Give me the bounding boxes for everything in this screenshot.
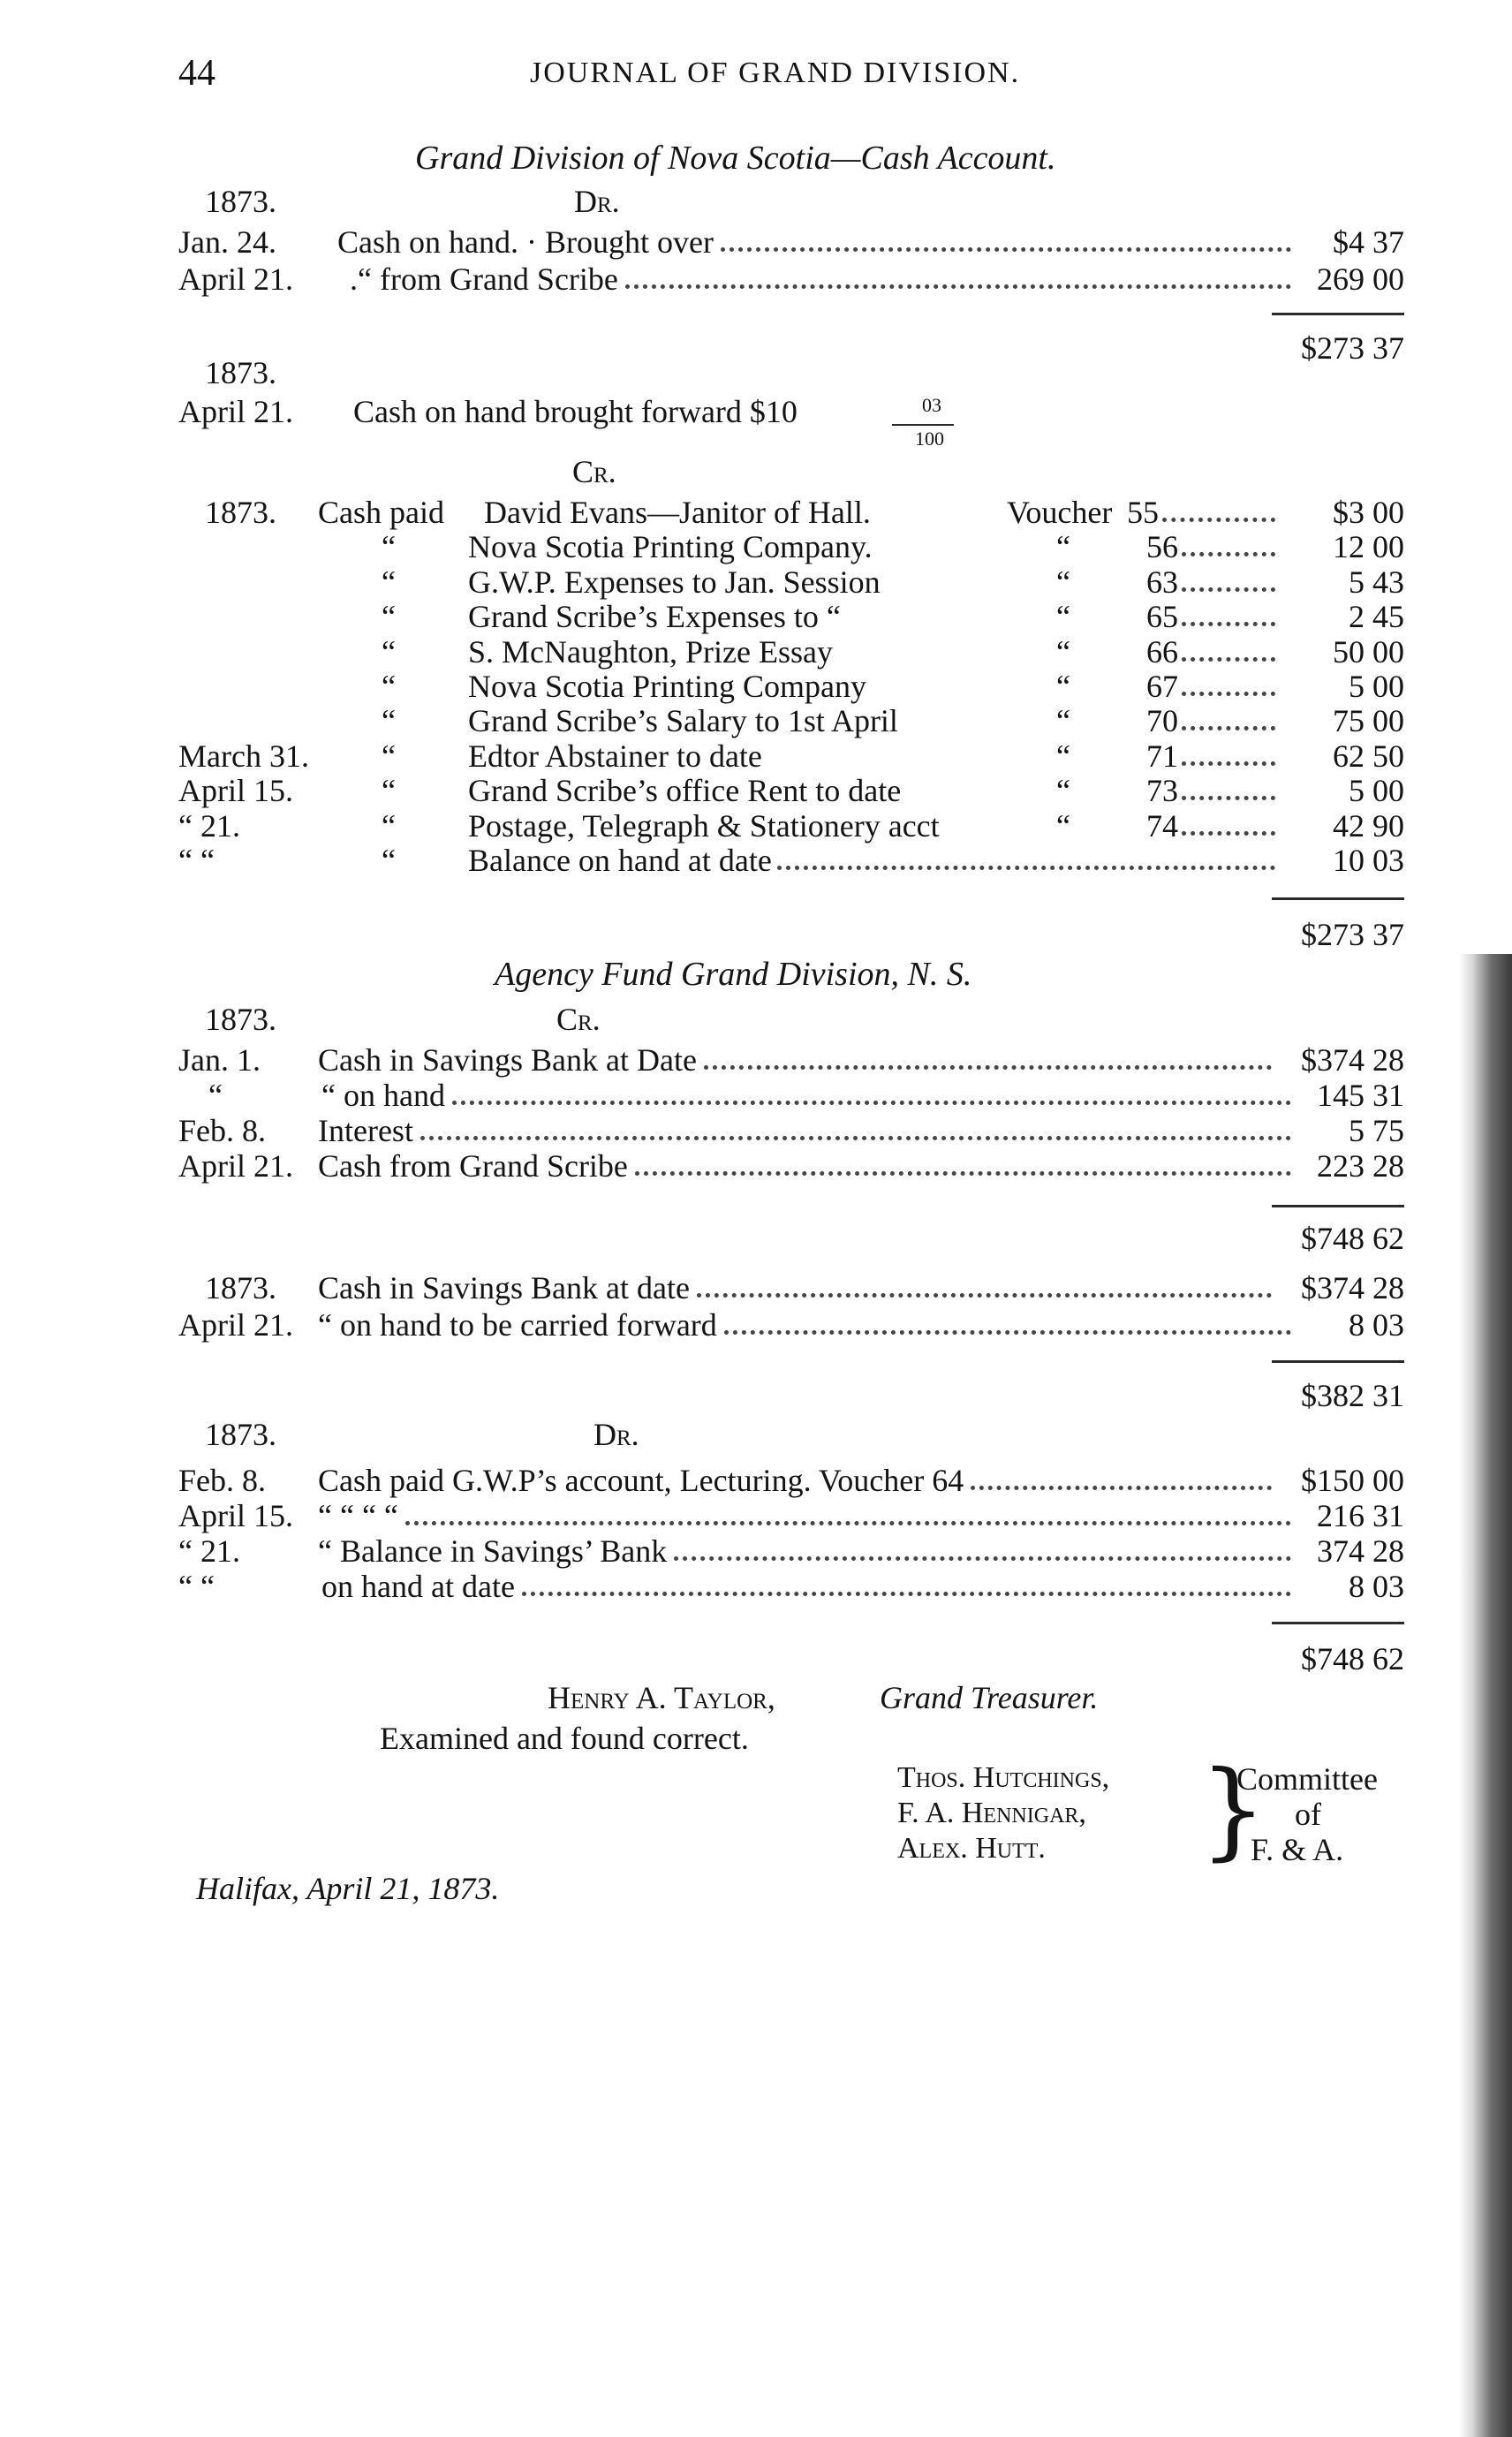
s1-cr-desc: David Evans—Janitor of Hall.: [484, 495, 871, 530]
s1-cr-voucher-no: 66: [1146, 634, 1178, 670]
s1-cr-leader: [1162, 518, 1275, 522]
s1-cr-leader: [1182, 692, 1275, 696]
page-number: 44: [178, 53, 215, 94]
s2-dr-amount: 8 03: [1349, 1569, 1404, 1604]
s1-cr-ditto-mark: “: [1056, 808, 1070, 844]
s2-dr-desc: “ Balance in Savings’ Bank: [318, 1533, 668, 1569]
s2-dr-date: “ “: [178, 1569, 215, 1604]
s2-bal-amount: 8 03: [1349, 1307, 1404, 1343]
s2-dr-leader: [405, 1521, 1291, 1525]
s1-cr-voucher-no: 67: [1146, 669, 1178, 704]
s1-dr-date: April 21.: [178, 261, 293, 297]
s1-cr-date: “ “: [178, 843, 215, 878]
section1-cr-label: Cr.: [572, 454, 616, 489]
s1-cr-voucher-no: 74: [1146, 808, 1178, 844]
committee-fa: F. & A.: [1251, 1832, 1344, 1867]
s1-cr-leader: [777, 866, 1275, 870]
s1-dr-date: Jan. 24.: [178, 224, 276, 260]
treasurer-name: Henry A. Taylor,: [548, 1680, 775, 1715]
section1-year: 1873.: [205, 184, 276, 219]
s2-dr-amount: 216 31: [1317, 1498, 1404, 1533]
running-title: JOURNAL OF GRAND DIVISION.: [530, 57, 1021, 89]
s1-cr-desc: Grand Scribe’s office Rent to date: [468, 773, 902, 808]
s1-cr-mark: “: [382, 843, 396, 878]
s1-cr-amount: 62 50: [1333, 738, 1404, 774]
section2-dr-year: 1873.: [205, 1417, 276, 1452]
s1-dr-amount: 269 00: [1317, 261, 1404, 297]
s1-cr-desc: Edtor Abstainer to date: [468, 738, 762, 774]
s1-cr-amount: 42 90: [1333, 808, 1404, 844]
s1-cr-desc: Grand Scribe’s Salary to 1st April: [468, 703, 898, 738]
s1-dr-leader: [625, 284, 1291, 289]
s1-cr-voucher-no: 65: [1146, 599, 1178, 634]
committee-member-1: Thos. Hutchings,: [897, 1761, 1110, 1794]
s2-cr-amount: 145 31: [1317, 1078, 1404, 1113]
committee-member-3: Alex. Hutt.: [897, 1832, 1046, 1865]
s1-cr-date: 1873.: [205, 495, 276, 530]
s1-cr-mark: “: [382, 529, 396, 564]
s2-cr-amount: $374 28: [1301, 1042, 1404, 1078]
s2-dr-desc: “ “ “ “: [318, 1498, 398, 1533]
s1-cr-amount: 2 45: [1349, 599, 1404, 634]
s1-cr-amount: 10 03: [1333, 843, 1404, 878]
s1-cr-ditto-mark: “: [1056, 599, 1070, 634]
s1-cr-mark: “: [382, 634, 396, 670]
forward-date: April 21.: [178, 394, 293, 429]
s2-dr-leader: [674, 1556, 1291, 1561]
s1-cr-mark: “: [382, 773, 396, 808]
section2-cr-total-rule: [1272, 1205, 1404, 1207]
s1-cr-voucher-no: 55: [1127, 495, 1159, 530]
s1-cr-amount: $3 00: [1333, 495, 1404, 530]
s1-cr-date: “ 21.: [178, 808, 240, 844]
s1-cr-mark: “: [382, 808, 396, 844]
s2-dr-date: April 15.: [178, 1498, 293, 1533]
s1-cr-leader: [1182, 726, 1275, 730]
s2-cr-date: Feb. 8.: [178, 1113, 266, 1148]
s2-dr-date: Feb. 8.: [178, 1463, 266, 1498]
s1-cr-desc: Grand Scribe’s Expenses to “: [468, 599, 841, 634]
section1-cr-total-rule: [1272, 897, 1404, 900]
s1-cr-leader: [1182, 831, 1275, 836]
s2-cr-leader: [420, 1136, 1291, 1140]
s2-cr-leader: [704, 1065, 1272, 1070]
s2-bal-leader: [724, 1330, 1291, 1335]
s1-cr-mark: “: [382, 564, 396, 600]
section2-cr-total: $748 62: [1301, 1221, 1404, 1256]
s2-cr-date: April 21.: [178, 1148, 293, 1184]
s1-cr-desc: Nova Scotia Printing Company.: [468, 529, 873, 564]
section1-dr-total-rule: [1272, 313, 1404, 315]
s2-cr-amount: 223 28: [1317, 1148, 1404, 1184]
s2-cr-amount: 5 75: [1349, 1113, 1404, 1148]
s2-bal-desc: Cash in Savings Bank at date: [318, 1270, 690, 1306]
s2-cr-leader: [452, 1101, 1291, 1105]
forward-fraction-num: 03: [922, 394, 941, 416]
s1-cr-ditto-mark: “: [1056, 564, 1070, 600]
s1-cr-ditto-mark: “: [1056, 738, 1070, 774]
section2-bal-total: $382 31: [1301, 1378, 1404, 1413]
committee-brace: }: [1199, 1749, 1267, 1872]
s2-dr-amount: 374 28: [1317, 1533, 1404, 1569]
scan-edge-shadow: [1459, 954, 1512, 2437]
s1-cr-voucher-no: 56: [1146, 529, 1178, 564]
section1-dr-label: Dr.: [574, 184, 620, 219]
s1-cr-amount: 5 00: [1349, 669, 1404, 704]
section-title-agency-fund: Agency Fund Grand Division, N. S.: [495, 956, 972, 993]
s1-cr-leader: [1182, 552, 1275, 556]
forward-fraction-den: 100: [915, 428, 944, 450]
forward-desc: Cash on hand brought forward $10: [353, 394, 798, 429]
s1-cr-leader: [1182, 657, 1275, 662]
s2-dr-leader: [522, 1592, 1291, 1596]
s1-cr-amount: 75 00: [1333, 703, 1404, 738]
s1-cr-amount: 12 00: [1333, 529, 1404, 564]
section2-dr-label: Dr.: [593, 1417, 639, 1452]
s2-bal-date: 1873.: [205, 1270, 276, 1306]
s1-cr-desc: Balance on hand at date: [468, 843, 772, 878]
s2-cr-desc: “ on hand: [321, 1078, 445, 1113]
s1-cr-desc: Nova Scotia Printing Company: [468, 669, 866, 704]
s1-cr-ditto-mark: “: [1056, 529, 1070, 564]
s1-cr-desc: Postage, Telegraph & Stationery acct: [468, 808, 940, 844]
s1-cr-amount: 50 00: [1333, 634, 1404, 670]
s2-cr-desc: Cash from Grand Scribe: [318, 1148, 628, 1184]
s1-dr-desc: .“ from Grand Scribe: [350, 261, 618, 297]
s1-cr-mark: “: [382, 599, 396, 634]
s1-cr-date: April 15.: [178, 773, 293, 808]
s2-bal-amount: $374 28: [1301, 1270, 1404, 1306]
s2-dr-amount: $150 00: [1301, 1463, 1404, 1498]
s1-cr-leader: [1182, 796, 1275, 800]
s2-dr-date: “ 21.: [178, 1533, 240, 1569]
s1-cr-mark: “: [382, 669, 396, 704]
s1-cr-mark: “: [382, 738, 396, 774]
s2-dr-leader: [971, 1486, 1272, 1490]
treasurer-role: Grand Treasurer.: [880, 1680, 1099, 1715]
s1-cr-voucher-no: 63: [1146, 564, 1178, 600]
s2-bal-leader: [697, 1293, 1272, 1298]
s1-cr-voucher: Voucher: [1007, 495, 1113, 530]
s1-cr-leader: [1182, 587, 1275, 592]
examined-note: Examined and found correct.: [380, 1721, 749, 1756]
s1-cr-leader: [1182, 761, 1275, 766]
committee-member-2: F. A. Hennigar,: [897, 1797, 1086, 1829]
s1-cr-desc: G.W.P. Expenses to Jan. Session: [468, 564, 881, 600]
s2-cr-desc: Cash in Savings Bank at Date: [318, 1042, 697, 1078]
s1-cr-amount: 5 00: [1349, 773, 1404, 808]
s2-dr-desc: on hand at date: [321, 1569, 515, 1604]
s1-dr-amount: $4 37: [1333, 224, 1404, 260]
place-date: Halifax, April 21, 1873.: [196, 1871, 500, 1906]
s1-cr-ditto-mark: “: [1056, 669, 1070, 704]
s2-cr-date: “: [208, 1078, 223, 1113]
section2-cr-label: Cr.: [556, 1002, 601, 1037]
forward-year: 1873.: [205, 355, 276, 390]
section1-dr-total: $273 37: [1301, 330, 1404, 366]
section1-cr-total: $273 37: [1301, 917, 1404, 952]
s1-dr-desc: Cash on hand. · Brought over: [337, 224, 714, 260]
committee-of: of: [1295, 1797, 1321, 1832]
s1-cr-voucher-no: 73: [1146, 773, 1178, 808]
section-title-cash-account: Grand Division of Nova Scotia—Cash Account.: [415, 140, 1056, 177]
s1-cr-mark: “: [382, 703, 396, 738]
s2-cr-date: Jan. 1.: [178, 1042, 261, 1078]
s2-dr-desc: Cash paid G.W.P’s account, Lecturing. Voucher 64: [318, 1463, 964, 1498]
s1-cr-desc: S. McNaughton, Prize Essay: [468, 634, 833, 670]
s2-bal-desc: “ on hand to be carried forward: [318, 1307, 717, 1343]
forward-fraction-bar: [892, 424, 954, 426]
s1-cr-mark: Cash paid: [318, 495, 444, 530]
s2-bal-date: April 21.: [178, 1307, 293, 1343]
committee-label: Committee: [1236, 1761, 1378, 1797]
s1-cr-voucher-no: 71: [1146, 738, 1178, 774]
s1-dr-leader: [721, 247, 1291, 252]
s1-cr-ditto-mark: “: [1056, 773, 1070, 808]
section2-dr-total: $748 62: [1301, 1641, 1404, 1676]
section2-dr-total-rule: [1272, 1622, 1404, 1624]
s2-cr-leader: [635, 1171, 1291, 1176]
section2-year: 1873.: [205, 1002, 276, 1037]
s2-cr-desc: Interest: [318, 1113, 413, 1148]
s1-cr-ditto-mark: “: [1056, 634, 1070, 670]
s1-cr-voucher-no: 70: [1146, 703, 1178, 738]
s1-cr-date: March 31.: [178, 738, 309, 774]
s1-cr-ditto-mark: “: [1056, 703, 1070, 738]
section2-bal-total-rule: [1272, 1360, 1404, 1363]
s1-cr-amount: 5 43: [1349, 564, 1404, 600]
s1-cr-leader: [1182, 622, 1275, 626]
